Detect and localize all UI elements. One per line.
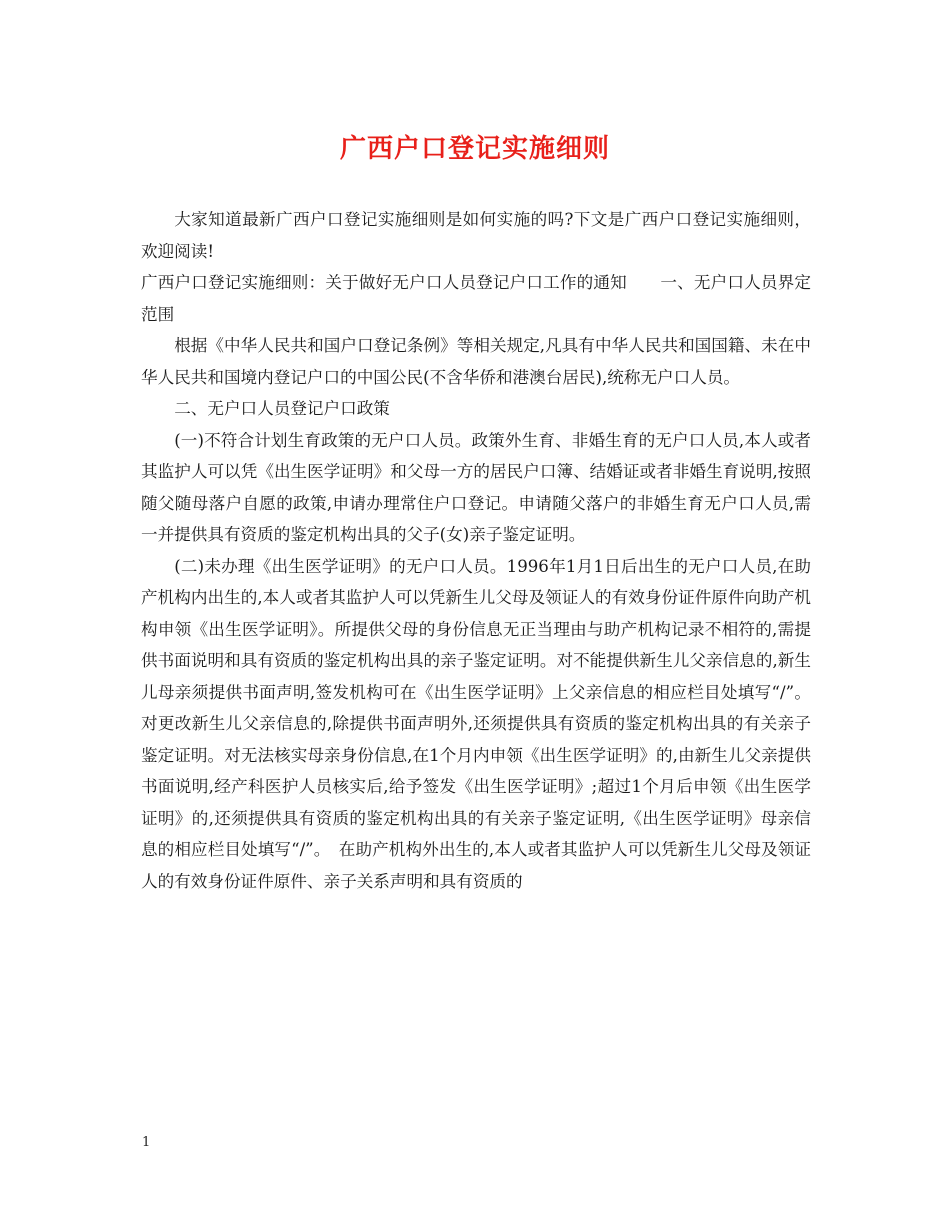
section-heading: 二、无户口人员登记户口政策: [174, 399, 390, 418]
policy-paragraph-1: (一)不符合计划生育政策的无户口人员。政策外生育、非婚生育的无户口人员,本人或者其监护人可以凭《出生医学证明》和父母一方的居民户口簿、结婚证或者非婚生育说明,按照随父随母落户自愿的政策,申请办理常住户口登记。申请随父落户的非婚生育无户口人员,需一并提供具有资质的鉴定机构出具的父子(女)亲子鉴定证明。: [141, 430, 811, 544]
intro-paragraph: 大家知道最新广西户口登记实施细则是如何实施的吗?下文是广西户口登记实施细则，欢迎阅读!: [141, 210, 811, 261]
policy-paragraph-2: (二)未办理《出生医学证明》的无户口人员。1996年1月1日后出生的无户口人员,在助产机构内出生的,本人或者其监护人可以凭新生儿父母及领证人的有效身份证件原件向助产机构申领《出生医学证明》。所提供父母的身份信息无正当理由与助产机构记录不相符的,需提供书面说明和具有资质的鉴定机构出具的亲子鉴定证明。对不能提供新生儿父亲信息的,新生儿母亲须提供书面声明,签发机构可在《出生医学证明》上父亲信息的相应栏目处填写“/”。对更改新生儿父亲信息的,除提供书面声明外,还须提供具有资质的鉴定机构出具的有关亲子鉴定证明。对无法核实母亲身份信息,在1个月内申领《出生医学证明》的,由新生儿父亲提供书面说明,经产科医护人员核实后,给予签发《出生医学证明》;超过1个月后申领《出生医学证明》的,还须提供具有资质的鉴定机构出具的有关亲子鉴定证明,《出生医学证明》母亲信息的相应栏目处填写“/”。 在助产机构外出生的,本人或者其监护人可以凭新生儿父母及领证人的有效身份证件原件、亲子关系声明和具有资质的: [141, 556, 811, 891]
definition-paragraph: 根据《中华人民共和国户口登记条例》等相关规定,凡具有中华人民共和国国籍、未在中华人民共和国境内登记户口的中国公民(不含华侨和港澳台居民),统称无户口人员。: [141, 336, 811, 387]
notice-heading-paragraph: 广西户口登记实施细则：关于做好无户口人员登记户口工作的通知 一、无户口人员界定范围: [141, 273, 811, 324]
document-title: 广西户口登记实施细则: [339, 134, 610, 164]
document-body: [141, 204, 811, 897]
page-number: 1: [142, 1135, 151, 1150]
